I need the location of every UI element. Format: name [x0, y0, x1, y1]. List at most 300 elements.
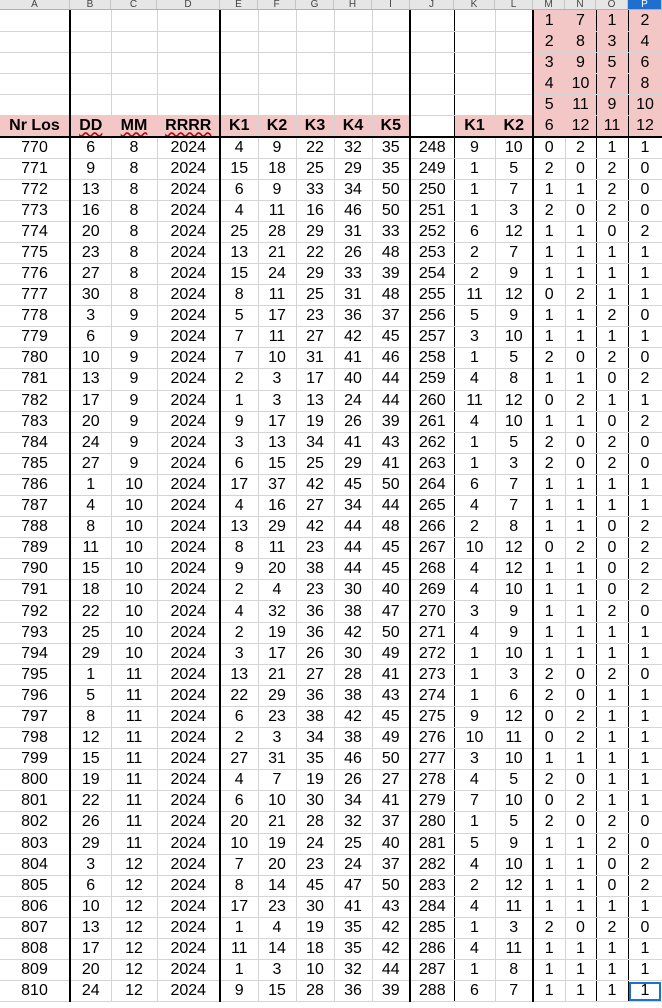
cell[interactable]: 7: [495, 496, 533, 517]
cell[interactable]: 1: [454, 685, 495, 706]
cell[interactable]: 2: [220, 369, 258, 390]
cell[interactable]: 799: [0, 749, 70, 770]
cell[interactable]: 1: [70, 664, 111, 685]
cell[interactable]: 26: [334, 411, 372, 432]
cell[interactable]: 2: [533, 664, 565, 685]
empty-cell[interactable]: [334, 73, 372, 94]
cell[interactable]: 30: [334, 580, 372, 601]
cell[interactable]: 8: [495, 517, 533, 538]
cell[interactable]: 0: [628, 453, 662, 474]
cell[interactable]: 4: [454, 496, 495, 517]
pink-cell-p-6[interactable]: 12: [628, 115, 662, 137]
cell[interactable]: 1: [533, 474, 565, 495]
cell[interactable]: 2: [454, 263, 495, 284]
empty-cell[interactable]: [157, 31, 220, 52]
cell[interactable]: 14: [258, 938, 296, 959]
pink-cell-o-6[interactable]: 11: [596, 115, 628, 137]
cell[interactable]: 264: [410, 474, 454, 495]
cell[interactable]: 19: [258, 833, 296, 854]
cell[interactable]: 2024: [157, 601, 220, 622]
cell[interactable]: 3: [258, 390, 296, 411]
cell[interactable]: 8: [111, 158, 157, 179]
cell[interactable]: 2024: [157, 242, 220, 263]
cell[interactable]: 1: [454, 664, 495, 685]
cell[interactable]: 11: [258, 327, 296, 348]
cell[interactable]: 1: [533, 749, 565, 770]
cell[interactable]: 1: [628, 263, 662, 284]
empty-cell[interactable]: [372, 31, 410, 52]
cell[interactable]: 28: [296, 981, 334, 1002]
cell[interactable]: 771: [0, 158, 70, 179]
cell[interactable]: 17: [258, 306, 296, 327]
cell[interactable]: 1: [533, 938, 565, 959]
cell[interactable]: 36: [296, 601, 334, 622]
cell[interactable]: 17: [220, 474, 258, 495]
empty-cell[interactable]: [410, 10, 454, 31]
cell[interactable]: 2: [565, 728, 596, 749]
cell[interactable]: 34: [334, 496, 372, 517]
cell[interactable]: 1: [596, 137, 628, 159]
cell[interactable]: 24: [334, 390, 372, 411]
cell[interactable]: 44: [334, 517, 372, 538]
cell[interactable]: 31: [258, 749, 296, 770]
pink-cell-m-1[interactable]: 1: [533, 10, 565, 31]
cell[interactable]: 4: [454, 854, 495, 875]
pink-cell-o-3[interactable]: 5: [596, 52, 628, 73]
cell[interactable]: 45: [372, 559, 410, 580]
cell[interactable]: 266: [410, 517, 454, 538]
empty-cell[interactable]: [372, 10, 410, 31]
empty-cell[interactable]: [157, 73, 220, 94]
cell[interactable]: 2024: [157, 158, 220, 179]
cell[interactable]: 4: [220, 200, 258, 221]
cell[interactable]: 13: [70, 369, 111, 390]
cell[interactable]: 33: [334, 263, 372, 284]
cell[interactable]: 1: [533, 896, 565, 917]
cell[interactable]: 3: [258, 728, 296, 749]
cell[interactable]: 791: [0, 580, 70, 601]
cell[interactable]: 277: [410, 749, 454, 770]
empty-cell[interactable]: [296, 52, 334, 73]
pink-cell-o-4[interactable]: 7: [596, 73, 628, 94]
cell[interactable]: 0: [565, 158, 596, 179]
cell[interactable]: 39: [372, 981, 410, 1002]
cell[interactable]: 17: [70, 938, 111, 959]
cell[interactable]: 0: [533, 791, 565, 812]
cell[interactable]: 5: [495, 158, 533, 179]
cell[interactable]: 31: [296, 348, 334, 369]
cell[interactable]: 2024: [157, 685, 220, 706]
empty-cell[interactable]: [111, 52, 157, 73]
cell[interactable]: 1: [628, 706, 662, 727]
cell[interactable]: 1: [628, 685, 662, 706]
cell[interactable]: 9: [495, 601, 533, 622]
cell[interactable]: 5: [495, 812, 533, 833]
cell[interactable]: 40: [334, 369, 372, 390]
cell[interactable]: 274: [410, 685, 454, 706]
cell[interactable]: 29: [258, 685, 296, 706]
cell[interactable]: 1: [596, 749, 628, 770]
cell[interactable]: 37: [372, 854, 410, 875]
cell[interactable]: 6: [220, 453, 258, 474]
cell[interactable]: 280: [410, 812, 454, 833]
cell[interactable]: 30: [296, 791, 334, 812]
cell[interactable]: 28: [334, 664, 372, 685]
cell[interactable]: 2: [533, 917, 565, 938]
cell[interactable]: 20: [70, 960, 111, 981]
cell[interactable]: 2024: [157, 643, 220, 664]
cell[interactable]: 45: [334, 474, 372, 495]
cell[interactable]: 4: [454, 622, 495, 643]
cell[interactable]: 26: [296, 643, 334, 664]
cell[interactable]: 1: [565, 263, 596, 284]
cell[interactable]: 265: [410, 496, 454, 517]
column-letter-l[interactable]: L: [495, 0, 533, 9]
cell[interactable]: 792: [0, 601, 70, 622]
cell[interactable]: 11: [220, 938, 258, 959]
cell[interactable]: 2: [533, 685, 565, 706]
pink-cell-n-5[interactable]: 11: [565, 94, 596, 115]
cell[interactable]: 2: [454, 517, 495, 538]
cell[interactable]: 1: [596, 706, 628, 727]
cell[interactable]: 2: [533, 770, 565, 791]
cell[interactable]: 782: [0, 390, 70, 411]
cell[interactable]: 10: [296, 960, 334, 981]
cell[interactable]: 29: [296, 263, 334, 284]
cell[interactable]: 47: [334, 875, 372, 896]
cell[interactable]: 3: [258, 369, 296, 390]
cell[interactable]: 15: [70, 559, 111, 580]
cell[interactable]: 789: [0, 538, 70, 559]
cell[interactable]: 4: [454, 938, 495, 959]
cell[interactable]: 8: [111, 137, 157, 159]
cell[interactable]: 25: [296, 453, 334, 474]
cell[interactable]: 8: [220, 875, 258, 896]
pink-cell-n-4[interactable]: 10: [565, 73, 596, 94]
cell[interactable]: 282: [410, 854, 454, 875]
cell[interactable]: 12: [70, 728, 111, 749]
cell[interactable]: 7: [220, 348, 258, 369]
cell[interactable]: 270: [410, 601, 454, 622]
cell[interactable]: 787: [0, 496, 70, 517]
cell[interactable]: 1: [565, 221, 596, 242]
cell[interactable]: 4: [220, 770, 258, 791]
cell[interactable]: 4: [454, 770, 495, 791]
cell[interactable]: 2024: [157, 580, 220, 601]
cell[interactable]: 2: [220, 580, 258, 601]
cell[interactable]: 10: [111, 580, 157, 601]
cell[interactable]: 2: [220, 622, 258, 643]
cell[interactable]: 2024: [157, 896, 220, 917]
cell[interactable]: 0: [628, 601, 662, 622]
cell[interactable]: 33: [372, 221, 410, 242]
pink-cell-o-1[interactable]: 1: [596, 10, 628, 31]
empty-cell[interactable]: [220, 73, 258, 94]
cell[interactable]: 30: [70, 285, 111, 306]
cell[interactable]: 12: [111, 917, 157, 938]
cell[interactable]: 9: [111, 411, 157, 432]
pink-cell-m-3[interactable]: 3: [533, 52, 565, 73]
cell[interactable]: 18: [296, 938, 334, 959]
cell[interactable]: 32: [334, 812, 372, 833]
cell[interactable]: 1: [565, 496, 596, 517]
pink-cell-n-2[interactable]: 8: [565, 31, 596, 52]
cell[interactable]: 2: [596, 158, 628, 179]
cell[interactable]: 1: [565, 559, 596, 580]
cell[interactable]: 10: [111, 601, 157, 622]
cell[interactable]: 1: [533, 242, 565, 263]
cell[interactable]: 1: [70, 474, 111, 495]
cell[interactable]: 8: [111, 200, 157, 221]
cell[interactable]: 37: [258, 474, 296, 495]
cell[interactable]: 33: [296, 179, 334, 200]
cell[interactable]: 1: [628, 496, 662, 517]
cell[interactable]: 252: [410, 221, 454, 242]
cell[interactable]: 6: [454, 474, 495, 495]
cell[interactable]: 283: [410, 875, 454, 896]
cell[interactable]: 1: [596, 643, 628, 664]
cell[interactable]: 2: [596, 200, 628, 221]
cell[interactable]: 3: [454, 327, 495, 348]
cell[interactable]: 46: [334, 200, 372, 221]
cell[interactable]: 1: [454, 812, 495, 833]
cell[interactable]: 1: [628, 938, 662, 959]
cell[interactable]: 29: [70, 833, 111, 854]
cell[interactable]: 1: [596, 263, 628, 284]
cell[interactable]: 1: [533, 369, 565, 390]
cell[interactable]: 5: [495, 432, 533, 453]
cell[interactable]: 25: [334, 833, 372, 854]
cell[interactable]: 30: [334, 643, 372, 664]
empty-cell[interactable]: [258, 10, 296, 31]
cell[interactable]: 9: [495, 833, 533, 854]
cell[interactable]: 44: [372, 960, 410, 981]
cell[interactable]: 7: [220, 327, 258, 348]
cell[interactable]: 38: [296, 559, 334, 580]
cell[interactable]: 2024: [157, 474, 220, 495]
cell[interactable]: 1: [454, 348, 495, 369]
cell[interactable]: 48: [372, 242, 410, 263]
cell[interactable]: 0: [565, 664, 596, 685]
cell[interactable]: 2: [596, 601, 628, 622]
cell[interactable]: 2024: [157, 432, 220, 453]
cell[interactable]: 801: [0, 791, 70, 812]
empty-cell[interactable]: [0, 31, 70, 52]
cell[interactable]: 1: [565, 474, 596, 495]
cell[interactable]: 2024: [157, 538, 220, 559]
cell[interactable]: 2024: [157, 496, 220, 517]
cell[interactable]: 27: [70, 263, 111, 284]
cell[interactable]: 1: [565, 517, 596, 538]
cell[interactable]: 0: [596, 875, 628, 896]
cell[interactable]: 778: [0, 306, 70, 327]
cell[interactable]: 1: [596, 390, 628, 411]
cell[interactable]: 0: [628, 432, 662, 453]
cell[interactable]: 41: [372, 453, 410, 474]
cell[interactable]: 3: [495, 664, 533, 685]
cell[interactable]: 285: [410, 917, 454, 938]
cell[interactable]: 1: [533, 559, 565, 580]
cell[interactable]: 46: [334, 749, 372, 770]
cell[interactable]: 38: [334, 728, 372, 749]
cell[interactable]: 41: [372, 664, 410, 685]
cell[interactable]: 3: [220, 432, 258, 453]
cell[interactable]: 36: [296, 622, 334, 643]
pink-cell-o-5[interactable]: 9: [596, 94, 628, 115]
cell[interactable]: 17: [220, 896, 258, 917]
empty-cell[interactable]: [157, 10, 220, 31]
column-letter-j[interactable]: J: [410, 0, 454, 9]
pink-cell-n-1[interactable]: 7: [565, 10, 596, 31]
cell[interactable]: 2024: [157, 960, 220, 981]
pink-cell-m-2[interactable]: 2: [533, 31, 565, 52]
cell[interactable]: 2: [596, 453, 628, 474]
cell[interactable]: 262: [410, 432, 454, 453]
cell[interactable]: 29: [334, 453, 372, 474]
cell[interactable]: 261: [410, 411, 454, 432]
empty-cell[interactable]: [258, 73, 296, 94]
cell[interactable]: 785: [0, 453, 70, 474]
column-letter-e[interactable]: E: [220, 0, 258, 9]
cell[interactable]: 774: [0, 221, 70, 242]
empty-cell[interactable]: [334, 94, 372, 115]
cell[interactable]: 9: [495, 263, 533, 284]
column-letter-g[interactable]: G: [296, 0, 334, 9]
cell[interactable]: 1: [596, 728, 628, 749]
cell[interactable]: 44: [372, 390, 410, 411]
cell[interactable]: 6: [454, 221, 495, 242]
cell[interactable]: 0: [596, 411, 628, 432]
cell[interactable]: 1: [565, 854, 596, 875]
cell[interactable]: 267: [410, 538, 454, 559]
cell[interactable]: 0: [596, 369, 628, 390]
cell[interactable]: 0: [628, 812, 662, 833]
cell[interactable]: 39: [372, 263, 410, 284]
cell[interactable]: 16: [258, 496, 296, 517]
cell[interactable]: 2: [565, 137, 596, 159]
cell[interactable]: 2: [533, 200, 565, 221]
cell[interactable]: 40: [372, 580, 410, 601]
cell[interactable]: 4: [258, 917, 296, 938]
cell[interactable]: 10: [495, 791, 533, 812]
cell[interactable]: 23: [296, 538, 334, 559]
cell[interactable]: 1: [565, 981, 596, 1002]
cell[interactable]: 26: [334, 770, 372, 791]
empty-cell[interactable]: [0, 94, 70, 115]
cell[interactable]: 276: [410, 728, 454, 749]
cell[interactable]: 253: [410, 242, 454, 263]
cell[interactable]: 36: [334, 306, 372, 327]
cell[interactable]: 9: [111, 369, 157, 390]
cell[interactable]: 35: [372, 158, 410, 179]
cell[interactable]: 13: [70, 917, 111, 938]
cell[interactable]: 2024: [157, 875, 220, 896]
cell[interactable]: 794: [0, 643, 70, 664]
cell[interactable]: 7: [495, 474, 533, 495]
empty-cell[interactable]: [0, 73, 70, 94]
cell[interactable]: 1: [454, 158, 495, 179]
cell[interactable]: 2: [454, 242, 495, 263]
cell[interactable]: 0: [565, 200, 596, 221]
cell[interactable]: 2024: [157, 706, 220, 727]
cell[interactable]: 16: [70, 200, 111, 221]
cell[interactable]: 2: [533, 158, 565, 179]
cell[interactable]: 1: [628, 327, 662, 348]
empty-cell[interactable]: [220, 52, 258, 73]
cell[interactable]: 1: [533, 306, 565, 327]
cell[interactable]: 7: [495, 179, 533, 200]
header-cell[interactable]: K2: [258, 115, 296, 137]
cell[interactable]: 2: [596, 179, 628, 200]
cell[interactable]: 275: [410, 706, 454, 727]
cell[interactable]: 11: [111, 706, 157, 727]
empty-cell[interactable]: [334, 31, 372, 52]
cell[interactable]: 1: [565, 896, 596, 917]
cell[interactable]: 30: [296, 896, 334, 917]
cell[interactable]: 3: [495, 917, 533, 938]
cell[interactable]: 28: [296, 812, 334, 833]
cell[interactable]: 32: [334, 137, 372, 159]
cell[interactable]: 1: [596, 981, 628, 1002]
cell[interactable]: 0: [628, 158, 662, 179]
empty-cell[interactable]: [220, 31, 258, 52]
cell[interactable]: 10: [495, 137, 533, 159]
cell[interactable]: 784: [0, 432, 70, 453]
cell[interactable]: 7: [495, 981, 533, 1002]
cell[interactable]: 2: [628, 221, 662, 242]
cell[interactable]: 2024: [157, 770, 220, 791]
cell[interactable]: 0: [596, 517, 628, 538]
header-cell[interactable]: K1: [454, 115, 495, 137]
cell[interactable]: 805: [0, 875, 70, 896]
cell[interactable]: 10: [258, 348, 296, 369]
cell[interactable]: 45: [372, 538, 410, 559]
cell[interactable]: 9: [111, 348, 157, 369]
pink-cell-m-5[interactable]: 5: [533, 94, 565, 115]
cell[interactable]: 13: [70, 179, 111, 200]
cell[interactable]: 12: [111, 981, 157, 1002]
cell[interactable]: 2024: [157, 917, 220, 938]
cell[interactable]: 29: [334, 158, 372, 179]
cell[interactable]: 772: [0, 179, 70, 200]
cell[interactable]: 260: [410, 390, 454, 411]
cell[interactable]: 44: [334, 559, 372, 580]
cell[interactable]: 15: [220, 263, 258, 284]
cell[interactable]: 11: [111, 791, 157, 812]
cell[interactable]: 800: [0, 770, 70, 791]
cell[interactable]: 2024: [157, 200, 220, 221]
cell[interactable]: 2: [628, 875, 662, 896]
cell[interactable]: 808: [0, 938, 70, 959]
cell[interactable]: 35: [296, 749, 334, 770]
cell[interactable]: 24: [334, 854, 372, 875]
cell[interactable]: 11: [70, 538, 111, 559]
cell[interactable]: 796: [0, 685, 70, 706]
cell[interactable]: 40: [372, 833, 410, 854]
cell[interactable]: 3: [454, 601, 495, 622]
cell[interactable]: 7: [258, 770, 296, 791]
empty-cell[interactable]: [410, 31, 454, 52]
cell[interactable]: 279: [410, 791, 454, 812]
cell[interactable]: 1: [565, 242, 596, 263]
cell[interactable]: 5: [70, 685, 111, 706]
cell[interactable]: 779: [0, 327, 70, 348]
cell[interactable]: 4: [258, 580, 296, 601]
cell[interactable]: 50: [372, 179, 410, 200]
cell[interactable]: 2: [533, 432, 565, 453]
empty-cell[interactable]: [70, 73, 111, 94]
cell[interactable]: 20: [220, 812, 258, 833]
